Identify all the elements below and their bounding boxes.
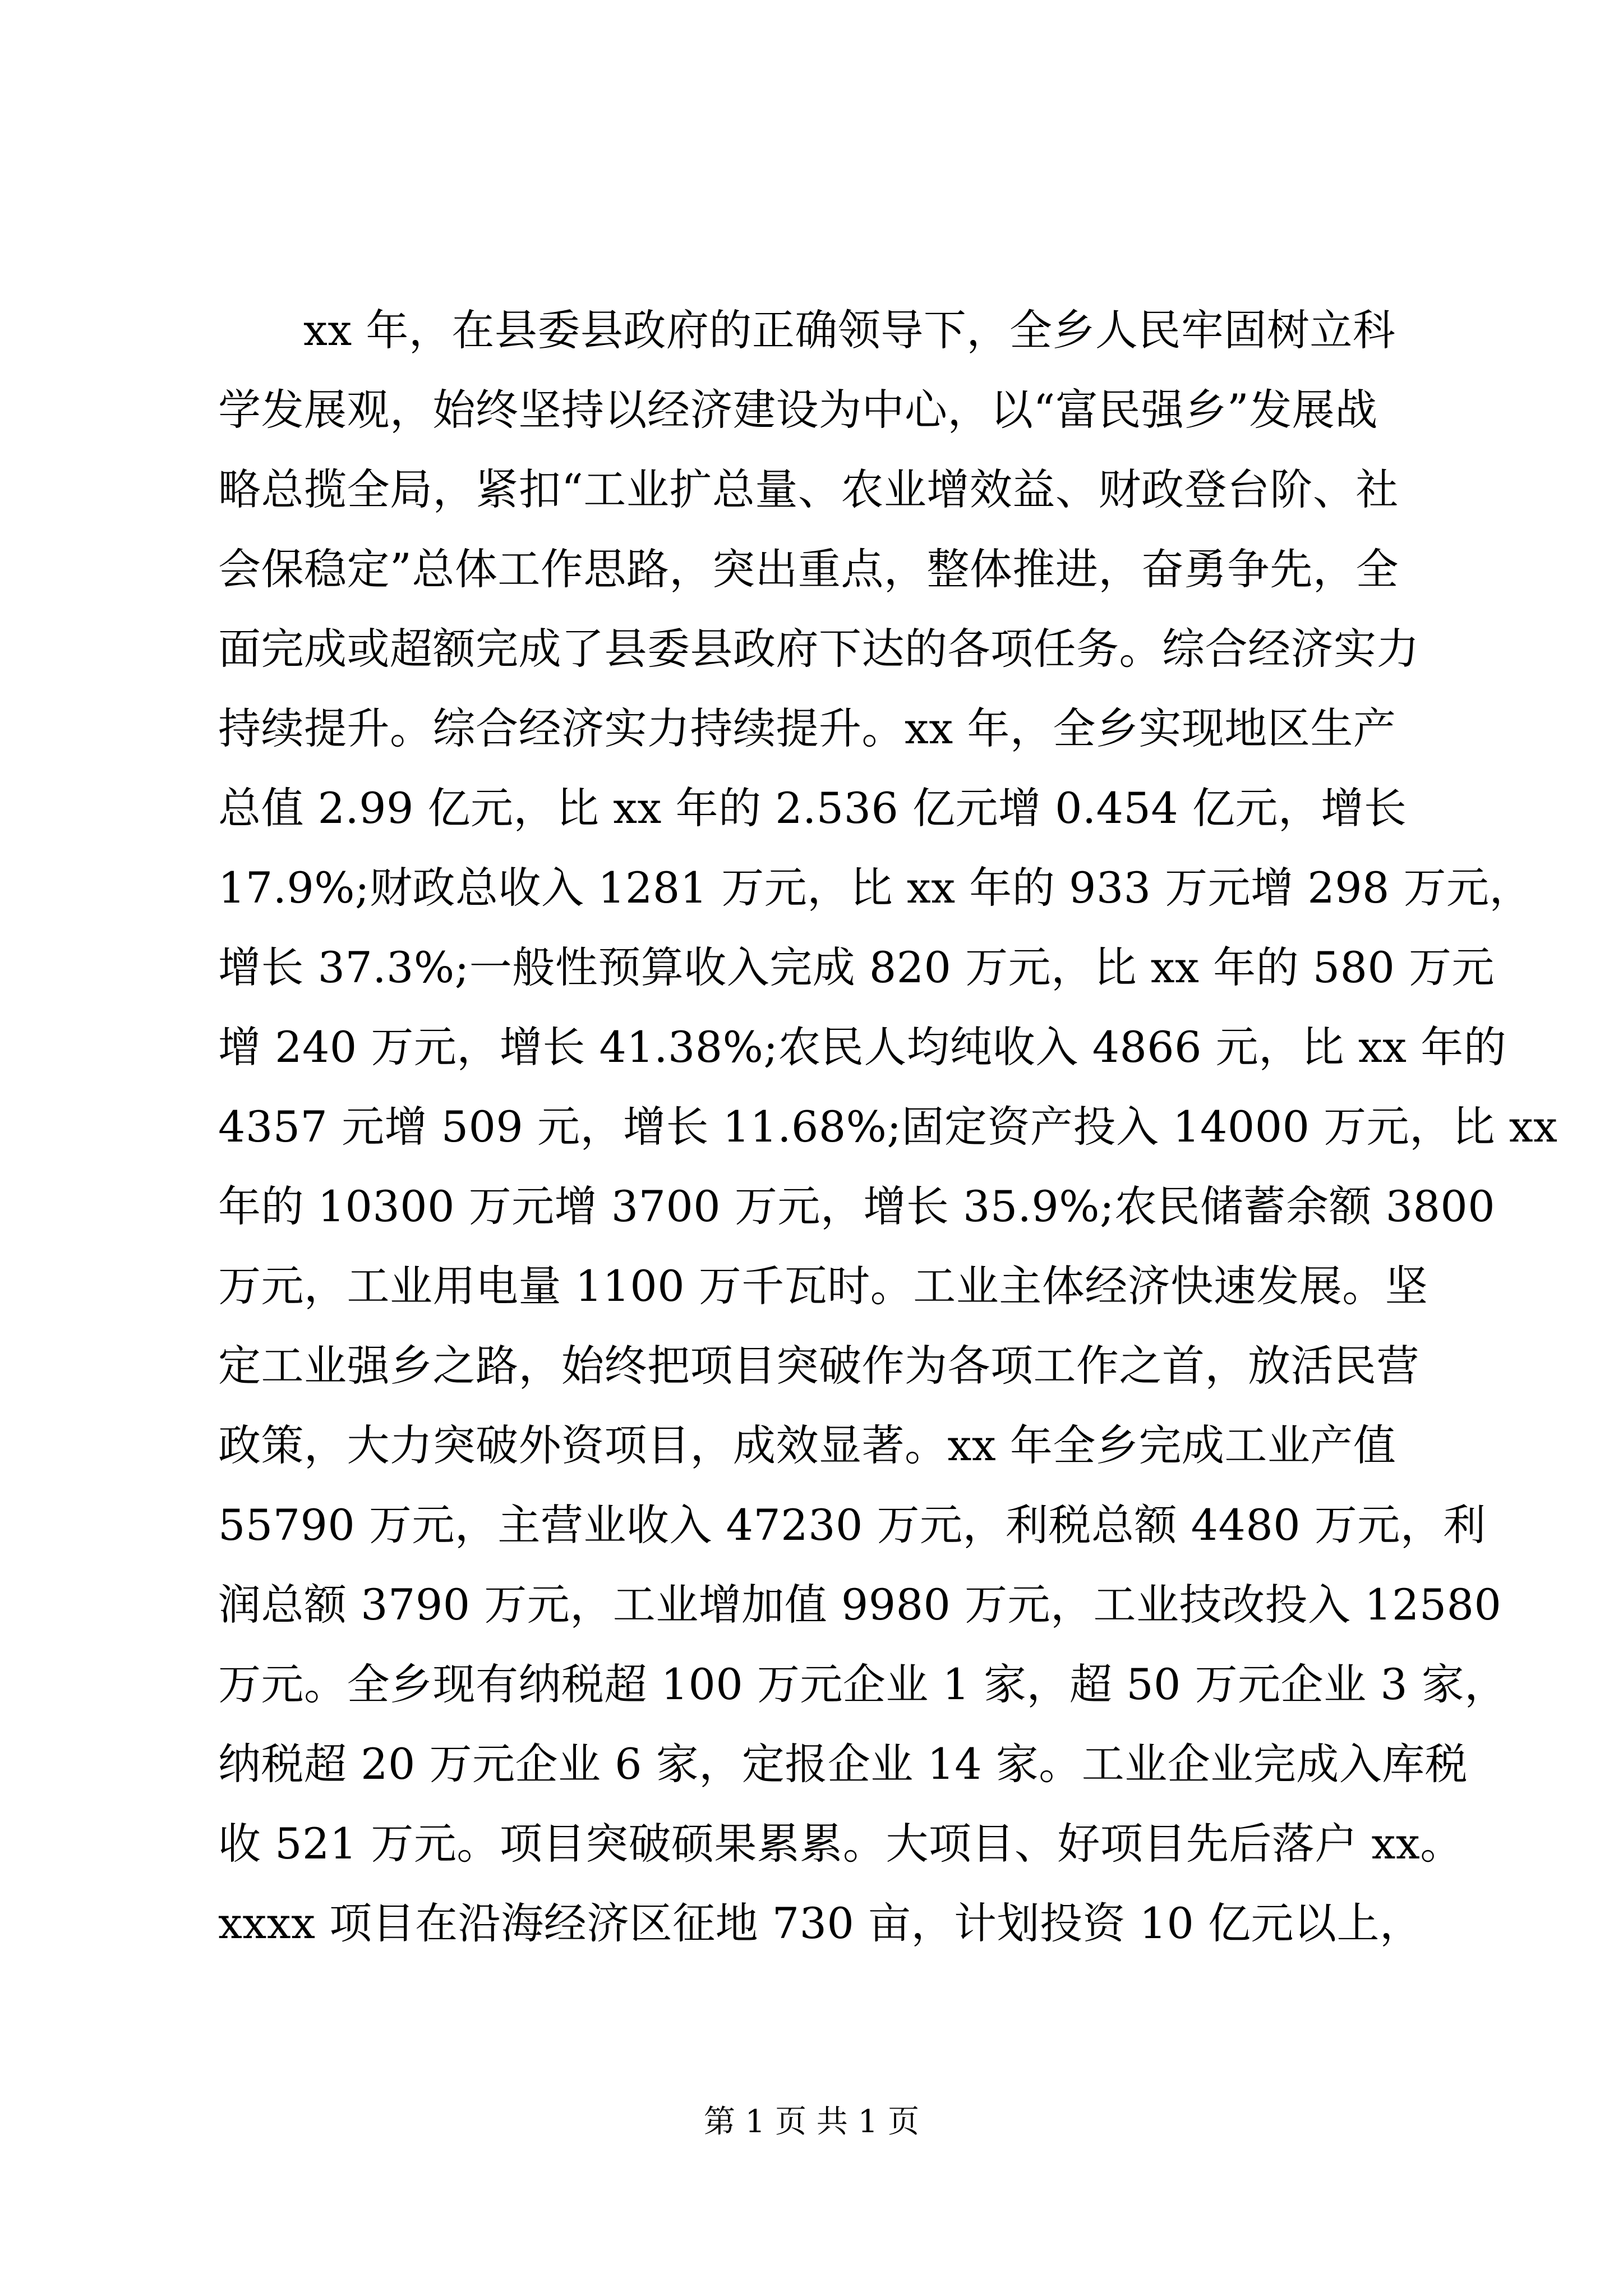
text-line: 万元。全乡现有纳税超 100 万元企业 1 家，超 50 万元企业 3 家， xyxy=(218,1659,1507,1709)
text-line: xxxx 项目在沿海经济区征地 730 亩，计划投资 10 亿元以上， xyxy=(218,1898,1423,1948)
text-line: xx 年，在县委县政府的正确领导下，全乡人民牢固树立科 xyxy=(303,305,1396,355)
text-line: 会保稳定”总体工作思路，突出重点，整体推进，奋勇争先，全 xyxy=(218,544,1399,594)
text-line: 17.9%;财政总收入 1281 万元，比 xx 年的 933 万元增 298 万元， xyxy=(218,863,1533,913)
text-line: 学发展观，始终坚持以经济建设为中心，以“富民强乡”发展战 xyxy=(218,385,1378,435)
body-paragraph xyxy=(218,291,1558,1963)
text-line: 面完成或超额完成了县委县政府下达的各项任务。综合经济实力 xyxy=(218,624,1419,674)
text-line: 定工业强乡之路，始终把项目突破作为各项工作之首，放活民营 xyxy=(218,1341,1419,1391)
text-line: 4357 元增 509 元，增长 11.68%;固定资产投入 14000 万元，比 xx xyxy=(218,1102,1558,1152)
text-line: 略总揽全局，紧扣“工业扩总量、农业增效益、财政登台阶、社 xyxy=(218,464,1399,514)
text-line: 总值 2.99 亿元，比 xx 年的 2.536 亿元增 0.454 亿元，增长 xyxy=(218,783,1407,833)
text-line: 万元，工业用电量 1100 万千瓦时。工业主体经济快速发展。坚 xyxy=(218,1261,1428,1311)
text-line: 纳税超 20 万元企业 6 家，定报企业 14 家。工业企业完成入库税 xyxy=(218,1739,1468,1789)
text-line: 年的 10300 万元增 3700 万元，增长 35.9%;农民储蓄余额 3800 xyxy=(218,1181,1496,1231)
text-line: 收 521 万元。项目突破硕果累累。大项目、好项目先后落户 xx。 xyxy=(218,1819,1463,1869)
text-line: 增 240 万元，增长 41.38%;农民人均纯收入 4866 元，比 xx 年的 xyxy=(218,1022,1507,1072)
page-footer xyxy=(0,2102,1623,2142)
text-line: 润总额 3790 万元，工业增加值 9980 万元，工业技改投入 12580 xyxy=(218,1580,1502,1630)
text-line: 持续提升。综合经济实力持续提升。xx 年，全乡实现地区生产 xyxy=(218,703,1396,753)
text-line: 政策，大力突破外资项目，成效显著。xx 年全乡完成工业产值 xyxy=(218,1420,1396,1470)
page-number-label: 第 1 页 共 1 页 xyxy=(703,2104,920,2140)
text-line: 55790 万元，主营业收入 47230 万元，利税总额 4480 万元，利 xyxy=(218,1500,1486,1550)
text-line: 增长 37.3%;一般性预算收入完成 820 万元，比 xx 年的 580 万元 xyxy=(218,942,1495,992)
